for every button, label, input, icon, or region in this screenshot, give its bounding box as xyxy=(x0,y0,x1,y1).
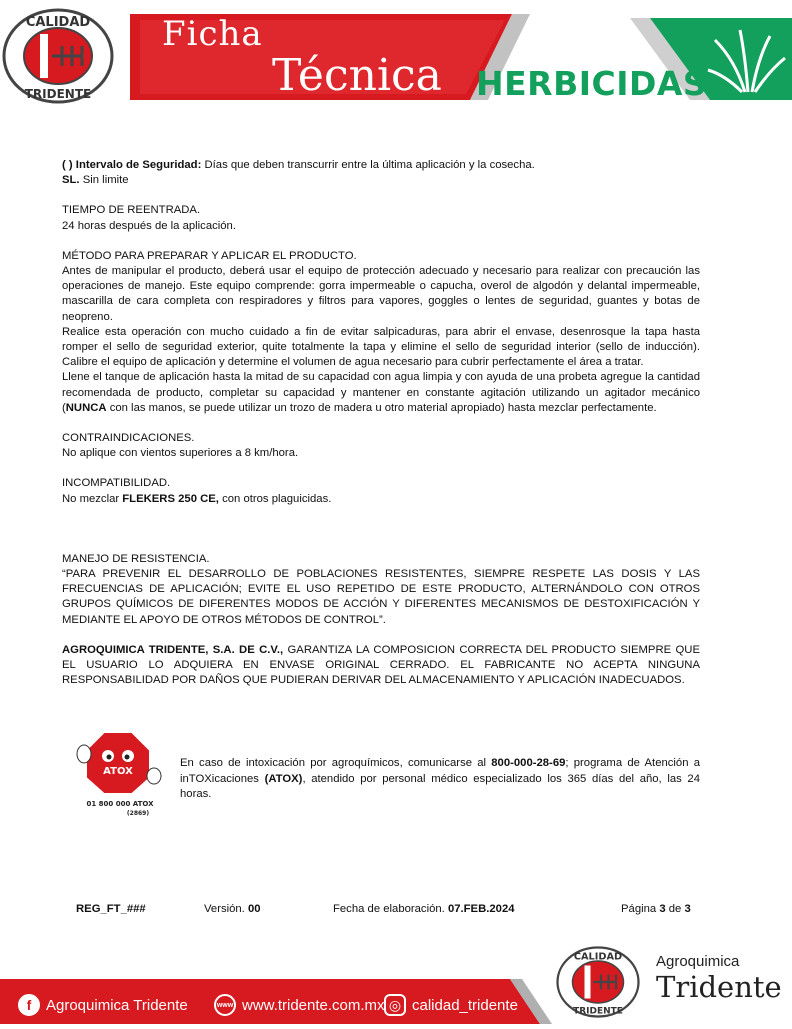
version xyxy=(204,903,261,915)
guarantee-company: AGROQUIMICA TRIDENTE, S.A. DE C.V., xyxy=(62,643,284,656)
instagram-label: calidad_tridente xyxy=(412,996,518,1014)
sl-line xyxy=(62,173,700,188)
page-label: Página xyxy=(621,903,660,915)
interval-line xyxy=(62,158,700,173)
header-banner xyxy=(0,0,792,110)
interval-text: Días que deben transcurrir entre la última aplicación y la cosecha. xyxy=(201,159,535,171)
instagram-link[interactable] xyxy=(384,994,518,1016)
method-paragraph-2: Realice esta operación con mucho cuidado a fin de evitar salpicaduras, para abrir el envase, desenrosque la tapa hasta romper el sello de seguridad exterior, quite totalmente la tapa y elimine el sello de seguridad interior (sello de inducción). Calibre el equipo de aplicación y determine el volumen de agua necesario para cubrir perfectamente el área a tratar. xyxy=(62,325,700,369)
title-line1: Ficha xyxy=(162,14,263,54)
atox-logo-phone: 01 800 000 ATOX xyxy=(86,800,154,808)
method-p3-a: Llene el tanque de aplicación hasta la mitad de su capacidad con agua limpia y con ayuda de una probeta agregue la cantidad recomendada de producto, completar su capacidad y mantener en constante agitación utilizando un agitador mecánico ( xyxy=(62,371,700,414)
page-current: 3 xyxy=(659,903,666,915)
brand-line1: Agroquimica xyxy=(656,953,740,970)
atox-logo-code: (2869) xyxy=(126,810,150,817)
instagram-icon: ◎ xyxy=(384,994,406,1016)
method-p3-c: con las manos, se puede utilizar un trozo de madera u otro material apropiado) hasta mezclar perfectamente. xyxy=(106,401,657,414)
facebook-icon: f xyxy=(18,994,40,1016)
globe-icon: www xyxy=(214,994,236,1016)
atox-phone: 800-000-28-69 xyxy=(491,757,566,769)
atox-logo xyxy=(74,728,164,818)
reentry-text: 24 horas después de la aplicación. xyxy=(62,219,236,232)
sl-text: Sin limite xyxy=(79,174,129,187)
incompat-line xyxy=(62,492,700,507)
version-value: 00 xyxy=(247,903,261,915)
method-title: MÉTODO PARA PREPARAR Y APLICAR EL PRODUCTO. xyxy=(62,249,357,262)
contra-title: CONTRAINDICACIONES. xyxy=(62,432,195,445)
date-value: 07.FEB.2024 xyxy=(447,903,515,915)
page-total: 3 xyxy=(684,903,691,915)
incompat-text-a: No mezclar xyxy=(62,492,123,505)
incompat-text-b: con otros plaguicidas. xyxy=(218,492,332,505)
incompat-product: FLEKERS 250 CE, xyxy=(122,492,219,505)
atox-text-b: ; programa de Atención a inTOXicaciones xyxy=(180,757,701,785)
website-link[interactable] xyxy=(214,994,385,1016)
creation-date xyxy=(333,903,515,915)
calidad-tridente-seal-icon xyxy=(2,8,114,104)
title-line2: Técnica xyxy=(272,50,442,101)
contra-text: No aplique con vientos superiores a 8 km/hora. xyxy=(62,447,299,460)
resist-title: MANEJO DE RESISTENCIA. xyxy=(62,552,210,565)
resist-text: “PARA PREVENIR EL DESARROLLO DE POBLACIONES RESISTENTES, SIEMPRE RESPETE LAS DOSIS Y LAS FRECUENCIAS DE APLICACIÓN; EVITE EL USO REPETIDO DE ESTE PRODUCTO, ALTERNÁNDOLO CON OTROS GRUPOS QUÍMICOS DE DIFERENTES MODOS DE ACCIÓN Y DIFERENTES MECANISMOS DE DESTOXIFICACIÓN Y MEDIANTE EL APOYO DE OTROS MÉTODOS DE CONTROL”. xyxy=(62,568,700,626)
reg-code-value: REG_FT_### xyxy=(76,903,146,915)
atox-text-c: , atendido por personal médico especializado los 365 días del año, las 24 horas. xyxy=(180,772,700,800)
document-body xyxy=(62,158,700,688)
svg-text:CALIDAD: CALIDAD xyxy=(25,15,91,30)
facebook-label: Agroquimica Tridente xyxy=(46,996,188,1014)
reentry-title: TIEMPO DE REENTRADA. xyxy=(62,204,201,217)
date-label: Fecha de elaboración. xyxy=(333,903,448,915)
atox-acronym: (ATOX) xyxy=(264,772,303,785)
brand-line2: Tridente xyxy=(656,970,782,1004)
reg-code xyxy=(76,903,146,915)
website-label: www.tridente.com.mx xyxy=(242,996,385,1014)
atox-notice xyxy=(180,756,700,803)
svg-text:CALIDAD: CALIDAD xyxy=(573,951,623,963)
svg-text:TRIDENTE: TRIDENTE xyxy=(573,1006,623,1017)
atox-mascot-icon xyxy=(74,728,164,818)
method-p3-nunca: NUNCA xyxy=(65,401,107,414)
category-title: HERBICIDAS xyxy=(476,64,708,103)
facebook-link[interactable] xyxy=(18,994,188,1016)
atox-logo-label: ATOX xyxy=(103,766,133,777)
interval-label: ( ) Intervalo de Seguridad: xyxy=(62,159,202,171)
atox-text-a: En caso de intoxicación por agroquímicos, comunicarse al xyxy=(180,757,492,769)
svg-text:TRIDENTE: TRIDENTE xyxy=(24,87,92,101)
guarantee-text xyxy=(62,643,700,689)
guarantee-body: GARANTIZA LA COMPOSICION CORRECTA DEL PRODUCTO SIEMPRE QUE EL USUARIO LO ADQUIERA EN ENVASE ORIGINAL CERRADO. EL FABRICANTE NO ACEPTA NINGUNA RESPONSABILIDAD POR DAÑOS QUE PUDIERAN DERIVAR DEL ALMACENAMIENTO Y APLICACIÓN INADECUADOS. xyxy=(62,643,700,687)
incompat-title: INCOMPATIBILIDAD. xyxy=(62,477,171,490)
sl-label: SL. xyxy=(62,174,80,187)
footer-seal-icon xyxy=(556,940,640,1024)
method-paragraph-3 xyxy=(62,370,700,416)
page-number xyxy=(621,903,691,915)
page-sep: de xyxy=(665,903,685,915)
method-paragraph-1: Antes de manipular el producto, deberá usar el equipo de protección adecuado y necesario para realizar con precaución las operaciones de manejo. Este equipo comprende: gorra impermeable o capucha, overol de algodón y delantal impermeable, mascarilla de cara completa con respiradores y filtros para vapores, goggles o lentes de seguridad, guantes y botas de neopreno. xyxy=(62,265,700,323)
version-label: Versión. xyxy=(204,903,248,915)
